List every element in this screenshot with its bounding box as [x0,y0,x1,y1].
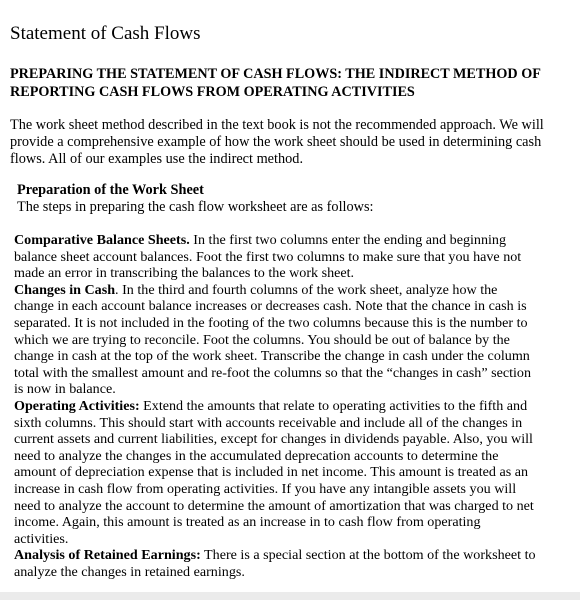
intro-paragraph [10,117,544,168]
step-title: Analysis of Retained Earnings: [14,547,201,564]
step-first-line [14,398,536,415]
step-line: amount of depreciation expense that is included in net income. This amount is treated as an [14,464,529,481]
document-title: Statement of Cash Flows [10,23,201,44]
step-line: change in cash at the top of the work sheet. Transcribe the change in cash under the column [14,348,530,365]
heading-line: PREPARING THE STATEMENT OF CASH FLOWS: THE INDIRECT METHOD OF [10,66,541,82]
step-line: need to analyze the changes in the accumulated deprecation accounts to determine the [14,447,499,464]
step-text: Extend the amounts that relate to operating activities to the fifth and [139,397,528,414]
step-line: made an error in transcribing the balances to the work sheet. [14,265,355,282]
step-line: separated. It is not included in the footing of the two columns because this is the number to [14,314,528,331]
preparation-block [17,182,374,216]
step-line: activities. [14,530,69,547]
intro-line: provide a comprehensive example of how the work sheet should be used in determining cash [10,134,542,150]
step-line: which we are trying to reconcile. Foot the columns. You should be out of balance by the [14,331,510,348]
step-text: There is a special section at the bottom of the worksheet to [200,547,536,564]
step-first-line [14,232,536,249]
step-first-line [14,282,536,299]
step-line: change in each account balance increases or decreases cash. Note that the chance in cash is [14,298,527,315]
step-line: analyze the changes in retained earnings. [14,563,245,580]
step-line: increase in cash flow from operating activities. If you have any intangible assets you will [14,480,517,497]
page-bottom-bar [0,592,580,600]
intro-line: The work sheet method described in the text book is not the recommended approach. We will [10,117,544,133]
step-title: Operating Activities: [14,397,140,414]
step-first-line [14,547,536,564]
step-line: income. Again, this amount is treated as an increase in to cash flow from operating [14,514,481,531]
preparation-text: The steps in preparing the cash flow worksheet are as follows: [17,199,374,215]
step-text: . In the third and fourth columns of the work sheet, analyze how the [115,281,498,298]
step-line: sixth columns. This should start with accounts receivable and include all of the changes in [14,414,523,431]
step-title: Changes in Cash [14,281,116,298]
step-text: In the first two columns enter the ending and beginning [189,232,507,248]
step-line: balance sheet account balances. Foot the first two columns to make sure that you have not [14,248,522,265]
step-line: total with the smallest amount and re-foot the columns so that the “changes in cash” section [14,364,532,381]
step-title: Comparative Balance Sheets. [14,232,190,248]
intro-line: flows. All of our examples use the indirect method. [10,151,304,167]
step-line: is now in balance. [14,381,116,398]
step-line: need to analyze the account to determine the amount of amortization that was charged to net [14,497,534,514]
preparation-title: Preparation of the Work Sheet [17,182,204,198]
document-heading [10,66,575,101]
steps-section [14,232,536,580]
step-line: current assets and current liabilities, except for changes in dividends payable. Also, you will [14,431,533,448]
heading-line: REPORTING CASH FLOWS FROM OPERATING ACTIVITIES [10,83,415,100]
